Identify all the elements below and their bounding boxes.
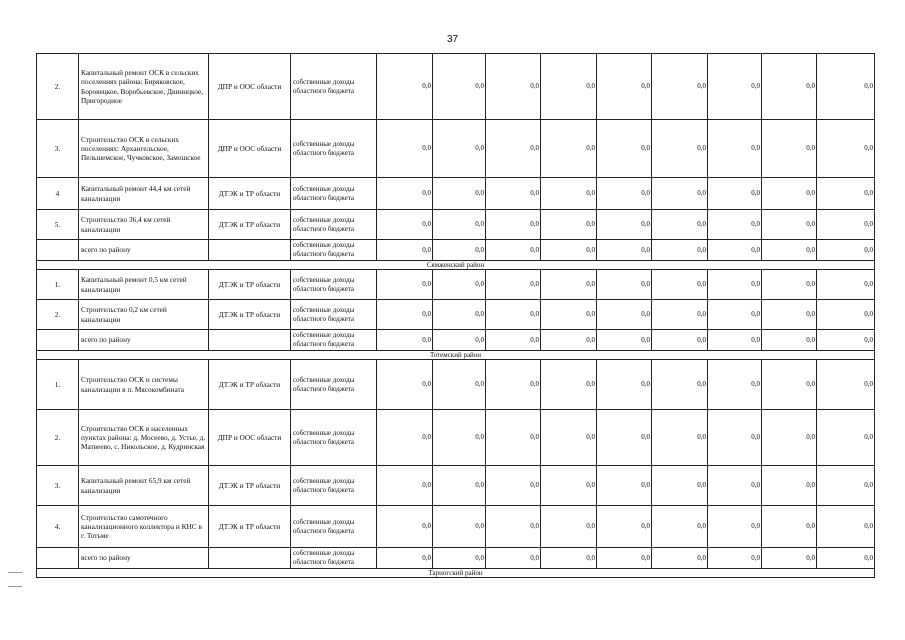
table-row	[37, 410, 875, 466]
amount-cell: 0,0	[762, 506, 817, 548]
row-number: 3.	[37, 120, 79, 178]
amount-cell: 0,0	[652, 270, 708, 300]
amount-cell: 0,0	[762, 270, 817, 300]
amount-cell: 0,0	[541, 210, 597, 240]
table-row	[37, 178, 875, 210]
row-number: 5.	[37, 210, 79, 240]
table-row	[37, 54, 875, 120]
funding-source: собственные доходы областного бюджета	[291, 270, 377, 300]
district-total-row	[37, 548, 875, 569]
row-number: 4.	[37, 506, 79, 548]
total-label: всего по району	[79, 240, 209, 261]
amount-cell: 0,0	[433, 120, 486, 178]
amount-cell: 0,0	[597, 300, 652, 330]
district-name: Тарногский район	[37, 569, 875, 578]
amount-cell: 0,0	[652, 410, 708, 466]
funding-source: собственные доходы областного бюджета	[291, 360, 377, 410]
amount-cell: 0,0	[817, 360, 875, 410]
amount-cell: 0,0	[652, 548, 708, 569]
amount-cell: 0,0	[433, 410, 486, 466]
amount-cell: 0,0	[762, 410, 817, 466]
amount-cell: 0,0	[486, 360, 541, 410]
amount-cell: 0,0	[597, 548, 652, 569]
amount-cell: 0,0	[433, 54, 486, 120]
responsible-body: ДПР и ООС области	[209, 54, 291, 120]
amount-cell: 0,0	[377, 548, 433, 569]
measure-name: Капитальный ремонт 65,9 км сетей канализации	[79, 466, 209, 506]
measure-name: Строительство ОСК в населенных пунктах района: д. Мосеево, д. Устье, д. Матвеево, с. Никольское, д. Кудринская	[79, 410, 209, 466]
scan-edge-mark	[8, 572, 22, 573]
amount-cell: 0,0	[597, 270, 652, 300]
amount-cell: 0,0	[597, 410, 652, 466]
amount-cell: 0,0	[597, 506, 652, 548]
responsible-body: ДТЭК и ТР области	[209, 360, 291, 410]
amount-cell: 0,0	[762, 548, 817, 569]
amount-cell: 0,0	[817, 506, 875, 548]
amount-cell: 0,0	[377, 410, 433, 466]
funding-source: собственные доходы областного бюджета	[291, 330, 377, 351]
district-name: Сямженский район	[37, 261, 875, 270]
row-number: 3.	[37, 466, 79, 506]
amount-cell: 0,0	[708, 178, 762, 210]
funding-source: собственные доходы областного бюджета	[291, 410, 377, 466]
amount-cell: 0,0	[541, 330, 597, 351]
amount-cell: 0,0	[817, 240, 875, 261]
row-number	[37, 240, 79, 261]
row-number: 1.	[37, 270, 79, 300]
table-row	[37, 270, 875, 300]
amount-cell: 0,0	[377, 466, 433, 506]
amount-cell: 0,0	[486, 178, 541, 210]
amount-cell: 0,0	[377, 178, 433, 210]
responsible-body: ДТЭК и ТР области	[209, 210, 291, 240]
amount-cell: 0,0	[486, 466, 541, 506]
amount-cell: 0,0	[486, 506, 541, 548]
amount-cell: 0,0	[762, 240, 817, 261]
responsible-body	[209, 240, 291, 261]
amount-cell: 0,0	[652, 466, 708, 506]
amount-cell: 0,0	[433, 466, 486, 506]
measure-name: Капитальный ремонт ОСК в сельских поселениях района: Биряковское, Боровецкое, Воробьевское, Двиницкое, Пригородное	[79, 54, 209, 120]
district-total-row	[37, 330, 875, 351]
amount-cell: 0,0	[377, 300, 433, 330]
amount-cell: 0,0	[541, 506, 597, 548]
table-row	[37, 120, 875, 178]
amount-cell: 0,0	[377, 240, 433, 261]
amount-cell: 0,0	[762, 330, 817, 351]
amount-cell: 0,0	[817, 300, 875, 330]
amount-cell: 0,0	[762, 360, 817, 410]
amount-cell: 0,0	[377, 54, 433, 120]
amount-cell: 0,0	[433, 210, 486, 240]
table-row	[37, 506, 875, 548]
amount-cell: 0,0	[486, 120, 541, 178]
amount-cell: 0,0	[486, 300, 541, 330]
funding-source: собственные доходы областного бюджета	[291, 300, 377, 330]
row-number: 2.	[37, 300, 79, 330]
district-header-row	[37, 569, 875, 578]
measure-name: Строительство ОСК в сельских поселениях: Архангельское, Пельшемское, Чучковское, Замошское	[79, 120, 209, 178]
measure-name: Строительство 36,4 км сетей канализации	[79, 210, 209, 240]
amount-cell: 0,0	[762, 466, 817, 506]
responsible-body	[209, 330, 291, 351]
amount-cell: 0,0	[433, 178, 486, 210]
amount-cell: 0,0	[433, 270, 486, 300]
district-header-row	[37, 261, 875, 270]
amount-cell: 0,0	[377, 120, 433, 178]
amount-cell: 0,0	[762, 178, 817, 210]
amount-cell: 0,0	[541, 300, 597, 330]
amount-cell: 0,0	[486, 548, 541, 569]
measure-name: Капитальный ремонт 44,4 км сетей канализации	[79, 178, 209, 210]
district-name: Тотемский район	[37, 351, 875, 360]
amount-cell: 0,0	[433, 506, 486, 548]
responsible-body: ДПР и ООС области	[209, 120, 291, 178]
measure-name: Строительство самотечного канализационного коллектора и КНС в г. Тотьме	[79, 506, 209, 548]
amount-cell: 0,0	[652, 54, 708, 120]
amount-cell: 0,0	[652, 360, 708, 410]
amount-cell: 0,0	[708, 360, 762, 410]
amount-cell: 0,0	[541, 178, 597, 210]
funding-source: собственные доходы областного бюджета	[291, 210, 377, 240]
funding-source: собственные доходы областного бюджета	[291, 54, 377, 120]
district-total-row	[37, 240, 875, 261]
amount-cell: 0,0	[817, 330, 875, 351]
funding-source: собственные доходы областного бюджета	[291, 120, 377, 178]
amount-cell: 0,0	[708, 210, 762, 240]
amount-cell: 0,0	[597, 54, 652, 120]
page-number: 37	[446, 34, 459, 45]
amount-cell: 0,0	[817, 270, 875, 300]
amount-cell: 0,0	[817, 54, 875, 120]
amount-cell: 0,0	[597, 120, 652, 178]
amount-cell: 0,0	[486, 270, 541, 300]
amount-cell: 0,0	[708, 300, 762, 330]
amount-cell: 0,0	[486, 240, 541, 261]
responsible-body: ДТЭК и ТР области	[209, 506, 291, 548]
amount-cell: 0,0	[762, 210, 817, 240]
total-label: всего по району	[79, 548, 209, 569]
funding-source: собственные доходы областного бюджета	[291, 240, 377, 261]
amount-cell: 0,0	[433, 330, 486, 351]
amount-cell: 0,0	[433, 240, 486, 261]
amount-cell: 0,0	[817, 548, 875, 569]
amount-cell: 0,0	[486, 410, 541, 466]
funding-source: собственные доходы областного бюджета	[291, 506, 377, 548]
scan-edge-mark	[8, 586, 22, 587]
amount-cell: 0,0	[817, 466, 875, 506]
amount-cell: 0,0	[541, 466, 597, 506]
amount-cell: 0,0	[541, 548, 597, 569]
amount-cell: 0,0	[541, 120, 597, 178]
amount-cell: 0,0	[652, 240, 708, 261]
amount-cell: 0,0	[708, 548, 762, 569]
amount-cell: 0,0	[708, 466, 762, 506]
amount-cell: 0,0	[652, 300, 708, 330]
amount-cell: 0,0	[762, 120, 817, 178]
table-row	[37, 360, 875, 410]
row-number: 4	[37, 178, 79, 210]
responsible-body	[209, 548, 291, 569]
amount-cell: 0,0	[817, 410, 875, 466]
amount-cell: 0,0	[817, 178, 875, 210]
row-number: 2.	[37, 410, 79, 466]
table-row	[37, 210, 875, 240]
amount-cell: 0,0	[541, 54, 597, 120]
amount-cell: 0,0	[708, 54, 762, 120]
amount-cell: 0,0	[708, 506, 762, 548]
amount-cell: 0,0	[433, 548, 486, 569]
amount-cell: 0,0	[486, 330, 541, 351]
amount-cell: 0,0	[433, 300, 486, 330]
row-number	[37, 548, 79, 569]
table-row	[37, 466, 875, 506]
amount-cell: 0,0	[652, 330, 708, 351]
amount-cell: 0,0	[486, 54, 541, 120]
amount-cell: 0,0	[541, 360, 597, 410]
row-number: 1.	[37, 360, 79, 410]
measure-name: Капитальный ремонт 0,5 км сетей канализации	[79, 270, 209, 300]
amount-cell: 0,0	[433, 360, 486, 410]
amount-cell: 0,0	[708, 330, 762, 351]
amount-cell: 0,0	[652, 120, 708, 178]
district-header-row	[37, 351, 875, 360]
amount-cell: 0,0	[597, 210, 652, 240]
amount-cell: 0,0	[597, 360, 652, 410]
amount-cell: 0,0	[708, 270, 762, 300]
amount-cell: 0,0	[817, 120, 875, 178]
funding-source: собственные доходы областного бюджета	[291, 466, 377, 506]
amount-cell: 0,0	[597, 466, 652, 506]
amount-cell: 0,0	[597, 330, 652, 351]
amount-cell: 0,0	[708, 120, 762, 178]
responsible-body: ДТЭК и ТР области	[209, 270, 291, 300]
row-number	[37, 330, 79, 351]
responsible-body: ДТЭК и ТР области	[209, 466, 291, 506]
amount-cell: 0,0	[817, 210, 875, 240]
total-label: всего по району	[79, 330, 209, 351]
funding-source: собственные доходы областного бюджета	[291, 178, 377, 210]
measure-name: Строительство ОСК и системы канализации в п. Мясокомбината	[79, 360, 209, 410]
amount-cell: 0,0	[762, 54, 817, 120]
amount-cell: 0,0	[652, 506, 708, 548]
responsible-body: ДТЭК и ТР области	[209, 178, 291, 210]
amount-cell: 0,0	[541, 410, 597, 466]
amount-cell: 0,0	[377, 210, 433, 240]
amount-cell: 0,0	[377, 330, 433, 351]
amount-cell: 0,0	[708, 410, 762, 466]
amount-cell: 0,0	[762, 300, 817, 330]
amount-cell: 0,0	[652, 178, 708, 210]
amount-cell: 0,0	[597, 178, 652, 210]
responsible-body: ДТЭК и ТР области	[209, 300, 291, 330]
row-number: 2.	[37, 54, 79, 120]
amount-cell: 0,0	[708, 240, 762, 261]
amount-cell: 0,0	[377, 506, 433, 548]
amount-cell: 0,0	[377, 270, 433, 300]
amount-cell: 0,0	[597, 240, 652, 261]
responsible-body: ДПР и ООС области	[209, 410, 291, 466]
measure-name: Строительство 0,2 км сетей канализации	[79, 300, 209, 330]
amount-cell: 0,0	[652, 210, 708, 240]
amount-cell: 0,0	[541, 240, 597, 261]
table-row	[37, 300, 875, 330]
amount-cell: 0,0	[486, 210, 541, 240]
amount-cell: 0,0	[377, 360, 433, 410]
funding-source: собственные доходы областного бюджета	[291, 548, 377, 569]
amount-cell: 0,0	[541, 270, 597, 300]
budget-table	[36, 53, 875, 578]
